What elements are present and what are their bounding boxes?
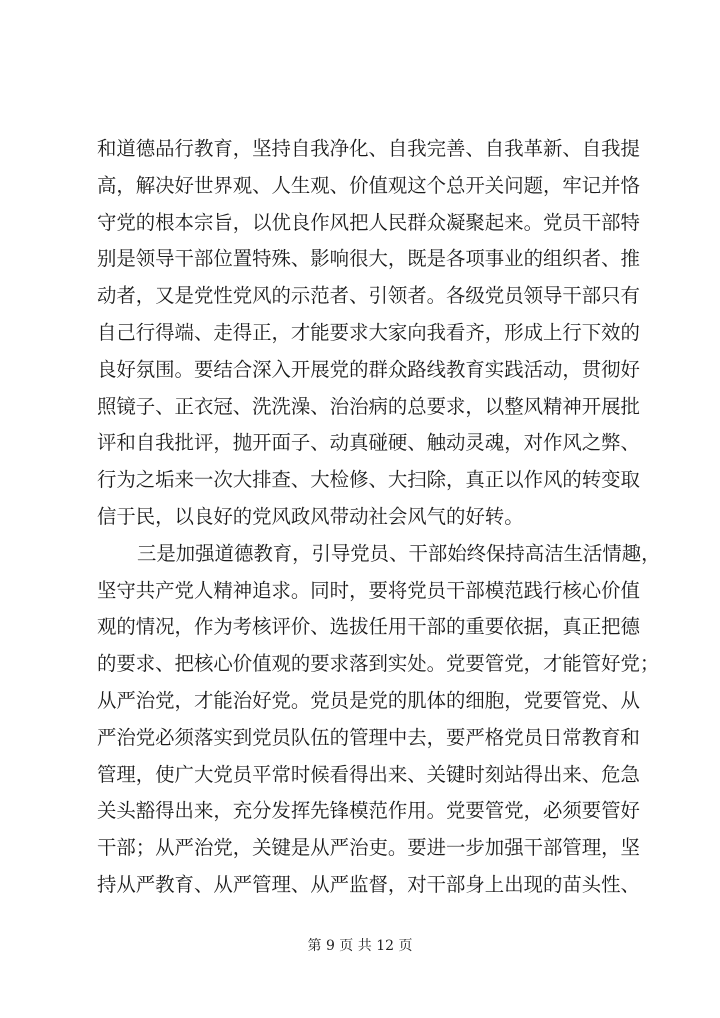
text-line: 管理，使广大党员平常时候看得出来、关键时刻站得出来、危急 <box>97 762 640 786</box>
page-number-label: 第 9 页 共 12 页 <box>307 938 413 954</box>
text-line: 持从严教育、从严管理、从严监督，对干部身上出现的苗头性、 <box>97 872 640 896</box>
text-line: 照镜子、正衣冠、洗洗澡、治治病的总要求，以整风精神开展批 <box>97 394 640 418</box>
text-line: 动者，又是党性党风的示范者、引领者。各级党员领导干部只有 <box>97 284 640 308</box>
text-line-paragraph-end: 信于民，以良好的党风政风带动社会风气的好转。 <box>97 504 524 528</box>
text-line: 和道德品行教育，坚持自我净化、自我完善、自我革新、自我提 <box>97 137 640 160</box>
text-line: 从严治党，才能治好党。党员是党的肌体的细胞，党要管党、从 <box>97 688 640 712</box>
page-footer <box>0 936 720 956</box>
text-line: 干部；从严治党，关键是从严治吏。要进一步加强干部管理，坚 <box>97 836 640 860</box>
text-line: 关头豁得出来，充分发挥先锋模范作用。党要管党，必须要管好 <box>97 799 640 823</box>
text-line: 自己行得端、走得正，才能要求大家向我看齐，形成上行下效的 <box>97 320 640 344</box>
body-text <box>97 131 661 904</box>
text-line: 评和自我批评，抛开面子、动真碰硬、触动灵魂，对作风之弊、 <box>97 431 640 455</box>
text-line: 的要求、把核心价值观的要求落到实处。党要管党，才能管好党； <box>97 652 660 676</box>
text-line: 严治党必须落实到党员队伍的管理中去，要严格党员日常教育和 <box>97 725 640 749</box>
text-line: 行为之垢来一次大排查、大检修、大扫除，真正以作风的转变取 <box>97 468 640 492</box>
text-line: 高，解决好世界观、人生观、价值观这个总开关问题，牢记并恪 <box>97 173 640 197</box>
text-line: 良好氛围。要结合深入开展党的群众路线教育实践活动，贯彻好 <box>97 357 640 381</box>
text-line: 别是领导干部位置特殊、影响很大，既是各项事业的组织者、推 <box>97 247 640 271</box>
text-line: 守党的根本宗旨，以优良作风把人民群众凝聚起来。党员干部特 <box>97 210 640 234</box>
text-line-paragraph-start: 三是加强道德教育，引导党员、干部始终保持高洁生活情趣， <box>137 541 661 565</box>
text-line: 观的情况，作为考核评价、选拔任用干部的重要依据，真正把德 <box>97 615 640 639</box>
text-line: 坚守共产党人精神追求。同时，要将党员干部模范践行核心价值 <box>97 578 640 602</box>
